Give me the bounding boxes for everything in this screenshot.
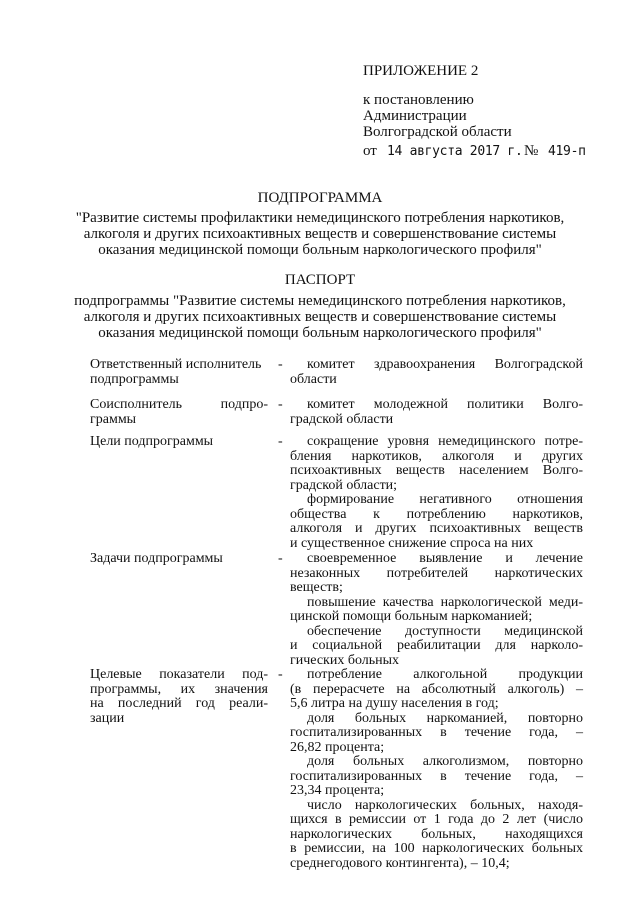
content-paragraph	[290, 358, 583, 387]
content-paragraph	[290, 755, 583, 799]
decree-number: 419-п	[548, 144, 586, 159]
content-paragraph	[290, 493, 583, 551]
decree-date: 14 августа 2017 г.	[387, 144, 523, 159]
row-content-goals	[290, 435, 583, 551]
content-line: доля больных наркоманией, повторно	[307, 710, 583, 726]
label-line: граммы	[90, 411, 137, 427]
label-line: Цели подпрограммы	[90, 434, 214, 449]
label-line: подпрограммы	[90, 371, 179, 387]
title-line: алкоголя и других психоактивных веществ и совершенствование системы	[83, 226, 557, 242]
label-line: программы, их значения	[90, 681, 268, 697]
content-line: бления наркотиков, алкоголя и других	[290, 448, 583, 464]
content-line: (в перерасчете на абсолютный алкоголь) –	[290, 681, 583, 697]
label-line: Соисполнитель подпро-	[90, 397, 268, 412]
decree-line: Волгоградской области	[363, 124, 512, 140]
row-dash: -	[278, 667, 283, 682]
label-line: Целевые показатели под-	[90, 667, 268, 682]
title-line: оказания медицинской помощи больным наркологического профиля"	[98, 242, 542, 258]
content-line: 23,34 процента;	[290, 783, 385, 798]
label-paragraph	[90, 668, 268, 726]
row-label-tasks	[90, 552, 268, 567]
content-line: области	[290, 371, 337, 387]
content-line: щихся в ремиссии от 1 года до 2 лет (число	[290, 812, 583, 827]
content-line: сокращение уровня немедицинского потре-	[307, 434, 583, 449]
content-line: алкоголя и других психоактивных веществ	[290, 521, 583, 536]
content-line: общества к потреблению наркотиков,	[290, 506, 583, 522]
row-label-coexecutor	[90, 398, 268, 427]
row-dash: -	[278, 397, 283, 412]
content-line: число наркологических больных, находя-	[307, 797, 583, 813]
title-line: "Развитие системы профилактики немедицинского потребления наркотиков,	[75, 210, 565, 226]
content-line: 5,6 литра на душу населения в год;	[290, 696, 499, 711]
content-line: 26,82 процента;	[290, 739, 385, 755]
label-line: Ответственный исполнитель	[90, 357, 262, 372]
content-line: цинской помощи больным наркоманией;	[290, 609, 533, 624]
content-line: градской области;	[290, 477, 398, 493]
label-line: Задачи подпрограммы	[90, 551, 223, 566]
passport-title	[60, 293, 580, 341]
content-paragraph	[290, 596, 583, 625]
content-line: обеспечение доступности медицинской	[307, 623, 583, 639]
date-prefix: от	[363, 143, 377, 159]
row-dash: -	[278, 357, 283, 372]
content-line: формирование негативного отношения	[307, 492, 583, 507]
content-line: своевременное выявление и лечение	[307, 551, 583, 566]
content-line: гических больных	[290, 652, 400, 668]
content-line: госпитализированных в течение года, –	[290, 768, 583, 784]
decree-reference	[363, 92, 563, 140]
content-paragraph	[290, 552, 583, 596]
content-line: комитет молодежной политики Волго-	[307, 397, 583, 412]
content-line: повышение качества наркологической меди-	[307, 594, 583, 610]
row-label-indicators	[90, 668, 268, 726]
content-line: госпитализированных в течение года, –	[290, 725, 583, 740]
content-line: веществ;	[290, 580, 343, 595]
decree-line: Администрации	[363, 108, 467, 124]
content-line: комитет здравоохранения Волгоградской	[307, 357, 583, 372]
decree-line: к постановлению	[363, 92, 474, 108]
content-line: градской области	[290, 411, 394, 427]
row-label-goals	[90, 435, 268, 450]
subprogram-title	[60, 210, 580, 258]
content-line: в ремиссии, на 100 наркологических больных	[290, 841, 583, 856]
content-line: незаконных потребителей наркотических	[290, 565, 583, 581]
content-line: среднегодового контингента), – 10,4;	[290, 855, 510, 871]
content-line: доля больных алкоголизмом, повторно	[307, 754, 583, 769]
content-paragraph	[290, 799, 583, 872]
content-paragraph	[290, 625, 583, 669]
content-paragraph	[290, 668, 583, 712]
content-paragraph	[290, 435, 583, 493]
row-content-tasks	[290, 552, 583, 668]
number-sign: №	[524, 143, 539, 159]
title-line: подпрограммы "Развитие системы немедицинского потребления наркотиков,	[74, 293, 566, 309]
content-paragraph	[290, 712, 583, 756]
label-line: на последний год реали-	[90, 696, 268, 711]
label-line: зации	[90, 710, 125, 726]
row-content-responsible	[290, 358, 583, 387]
row-content-coexecutor	[290, 398, 583, 427]
passport-heading: ПАСПОРТ	[284, 272, 356, 288]
appendix-number: ПРИЛОЖЕНИЕ 2	[363, 63, 479, 79]
content-line: психоактивных веществ населением Волго-	[290, 463, 583, 478]
row-content-indicators	[290, 668, 583, 871]
content-line: и социальной реабилитации для нарколо-	[290, 638, 583, 653]
row-dash: -	[278, 551, 283, 566]
content-line: наркологических больных, находящихся	[290, 826, 583, 842]
content-paragraph	[290, 398, 583, 427]
subprogram-heading: ПОДПРОГРАММА	[257, 190, 383, 206]
title-line: оказания медицинской помощи больным наркологического профиля"	[98, 325, 542, 341]
content-line: и существенное снижение спроса на них	[290, 535, 534, 551]
row-label-responsible	[90, 358, 268, 387]
content-line: потребление алкогольной продукции	[307, 667, 583, 682]
row-dash: -	[278, 434, 283, 449]
title-line: алкоголя и других психоактивных веществ и совершенствование системы	[83, 309, 557, 325]
